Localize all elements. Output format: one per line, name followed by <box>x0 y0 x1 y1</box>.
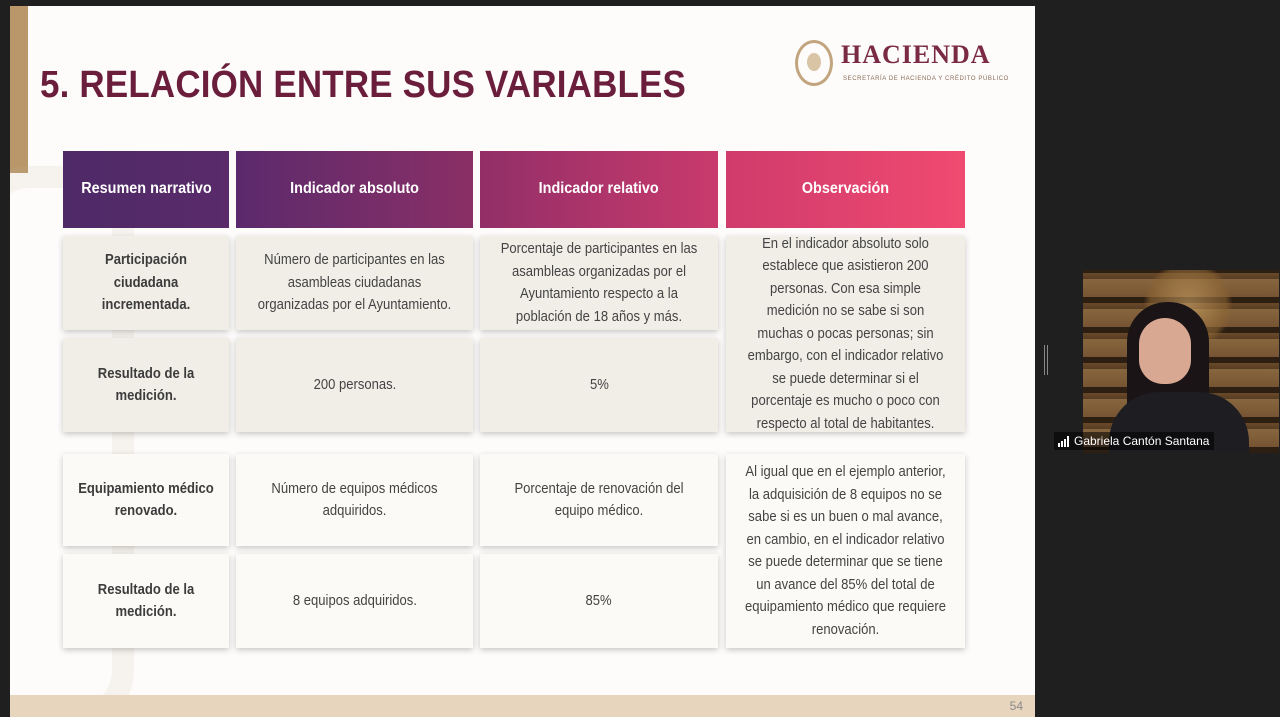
gold-accent-strip <box>10 6 28 173</box>
logo-text: HACIENDA <box>841 40 991 69</box>
panel-resize-handle[interactable] <box>1044 345 1048 375</box>
block2-absolute: Número de equipos médicos adquiridos. <box>236 454 473 546</box>
signal-bars-icon <box>1058 436 1069 447</box>
block1-result-relative: 5% <box>480 338 718 432</box>
block2-relative: Porcentaje de renovación del equipo médico. <box>480 454 718 546</box>
slide-footer-bar <box>10 695 1035 717</box>
presentation-slide <box>10 6 1035 717</box>
block2-narrative: Equipamiento médico renovado. <box>63 454 229 546</box>
participant-video-tile[interactable] <box>1083 270 1279 453</box>
block2-result-relative: 85% <box>480 554 718 648</box>
header-observacion: Observación <box>726 151 965 228</box>
header-resumen-narrativo: Resumen narrativo <box>63 151 229 228</box>
participant-face <box>1139 318 1191 384</box>
block1-narrative: Participación ciudadana incrementada. <box>63 236 229 330</box>
hacienda-seal-icon <box>795 40 833 86</box>
block1-observation: En el indicador absoluto solo establece que asistieron 200 personas. Con esa simple medición no se sabe si son muchas o pocas personas; sin embargo, con el indicador relativo se puede determinar si el porcentaje es mucho o poco con respecto al total de habitantes. <box>726 236 965 432</box>
header-indicador-absoluto: Indicador absoluto <box>236 151 473 228</box>
hacienda-logo <box>795 38 1009 94</box>
block2-result-label: Resultado de la medición. <box>63 554 229 648</box>
block1-result-absolute: 200 personas. <box>236 338 473 432</box>
block2-observation: Al igual que en el ejemplo anterior, la adquisición de 8 equipos no se sabe si es un buen o mal avance, en cambio, en el indicador relativo se puede determinar que se tiene un avance del 85% del total de equipamiento médico que requiere renovación. <box>726 454 965 648</box>
block1-absolute: Número de participantes en las asambleas ciudadanas organizadas por el Ayuntamiento. <box>236 236 473 330</box>
block1-relative: Porcentaje de participantes en las asambleas organizadas por el Ayuntamiento respecto a la población de 18 años y más. <box>480 236 718 330</box>
block1-result-label: Resultado de la medición. <box>63 338 229 432</box>
slide-title: 5. RELACIÓN ENTRE SUS VARIABLES <box>40 64 687 106</box>
block2-result-absolute: 8 equipos adquiridos. <box>236 554 473 648</box>
logo-subtext: SECRETARÍA DE HACIENDA Y CRÉDITO PÚBLICO <box>843 76 1009 82</box>
header-indicador-relativo: Indicador relativo <box>480 151 718 228</box>
participant-name-tag <box>1054 432 1214 450</box>
page-number: 54 <box>1009 699 1023 713</box>
participant-name: Gabriela Cantón Santana <box>1074 434 1210 448</box>
